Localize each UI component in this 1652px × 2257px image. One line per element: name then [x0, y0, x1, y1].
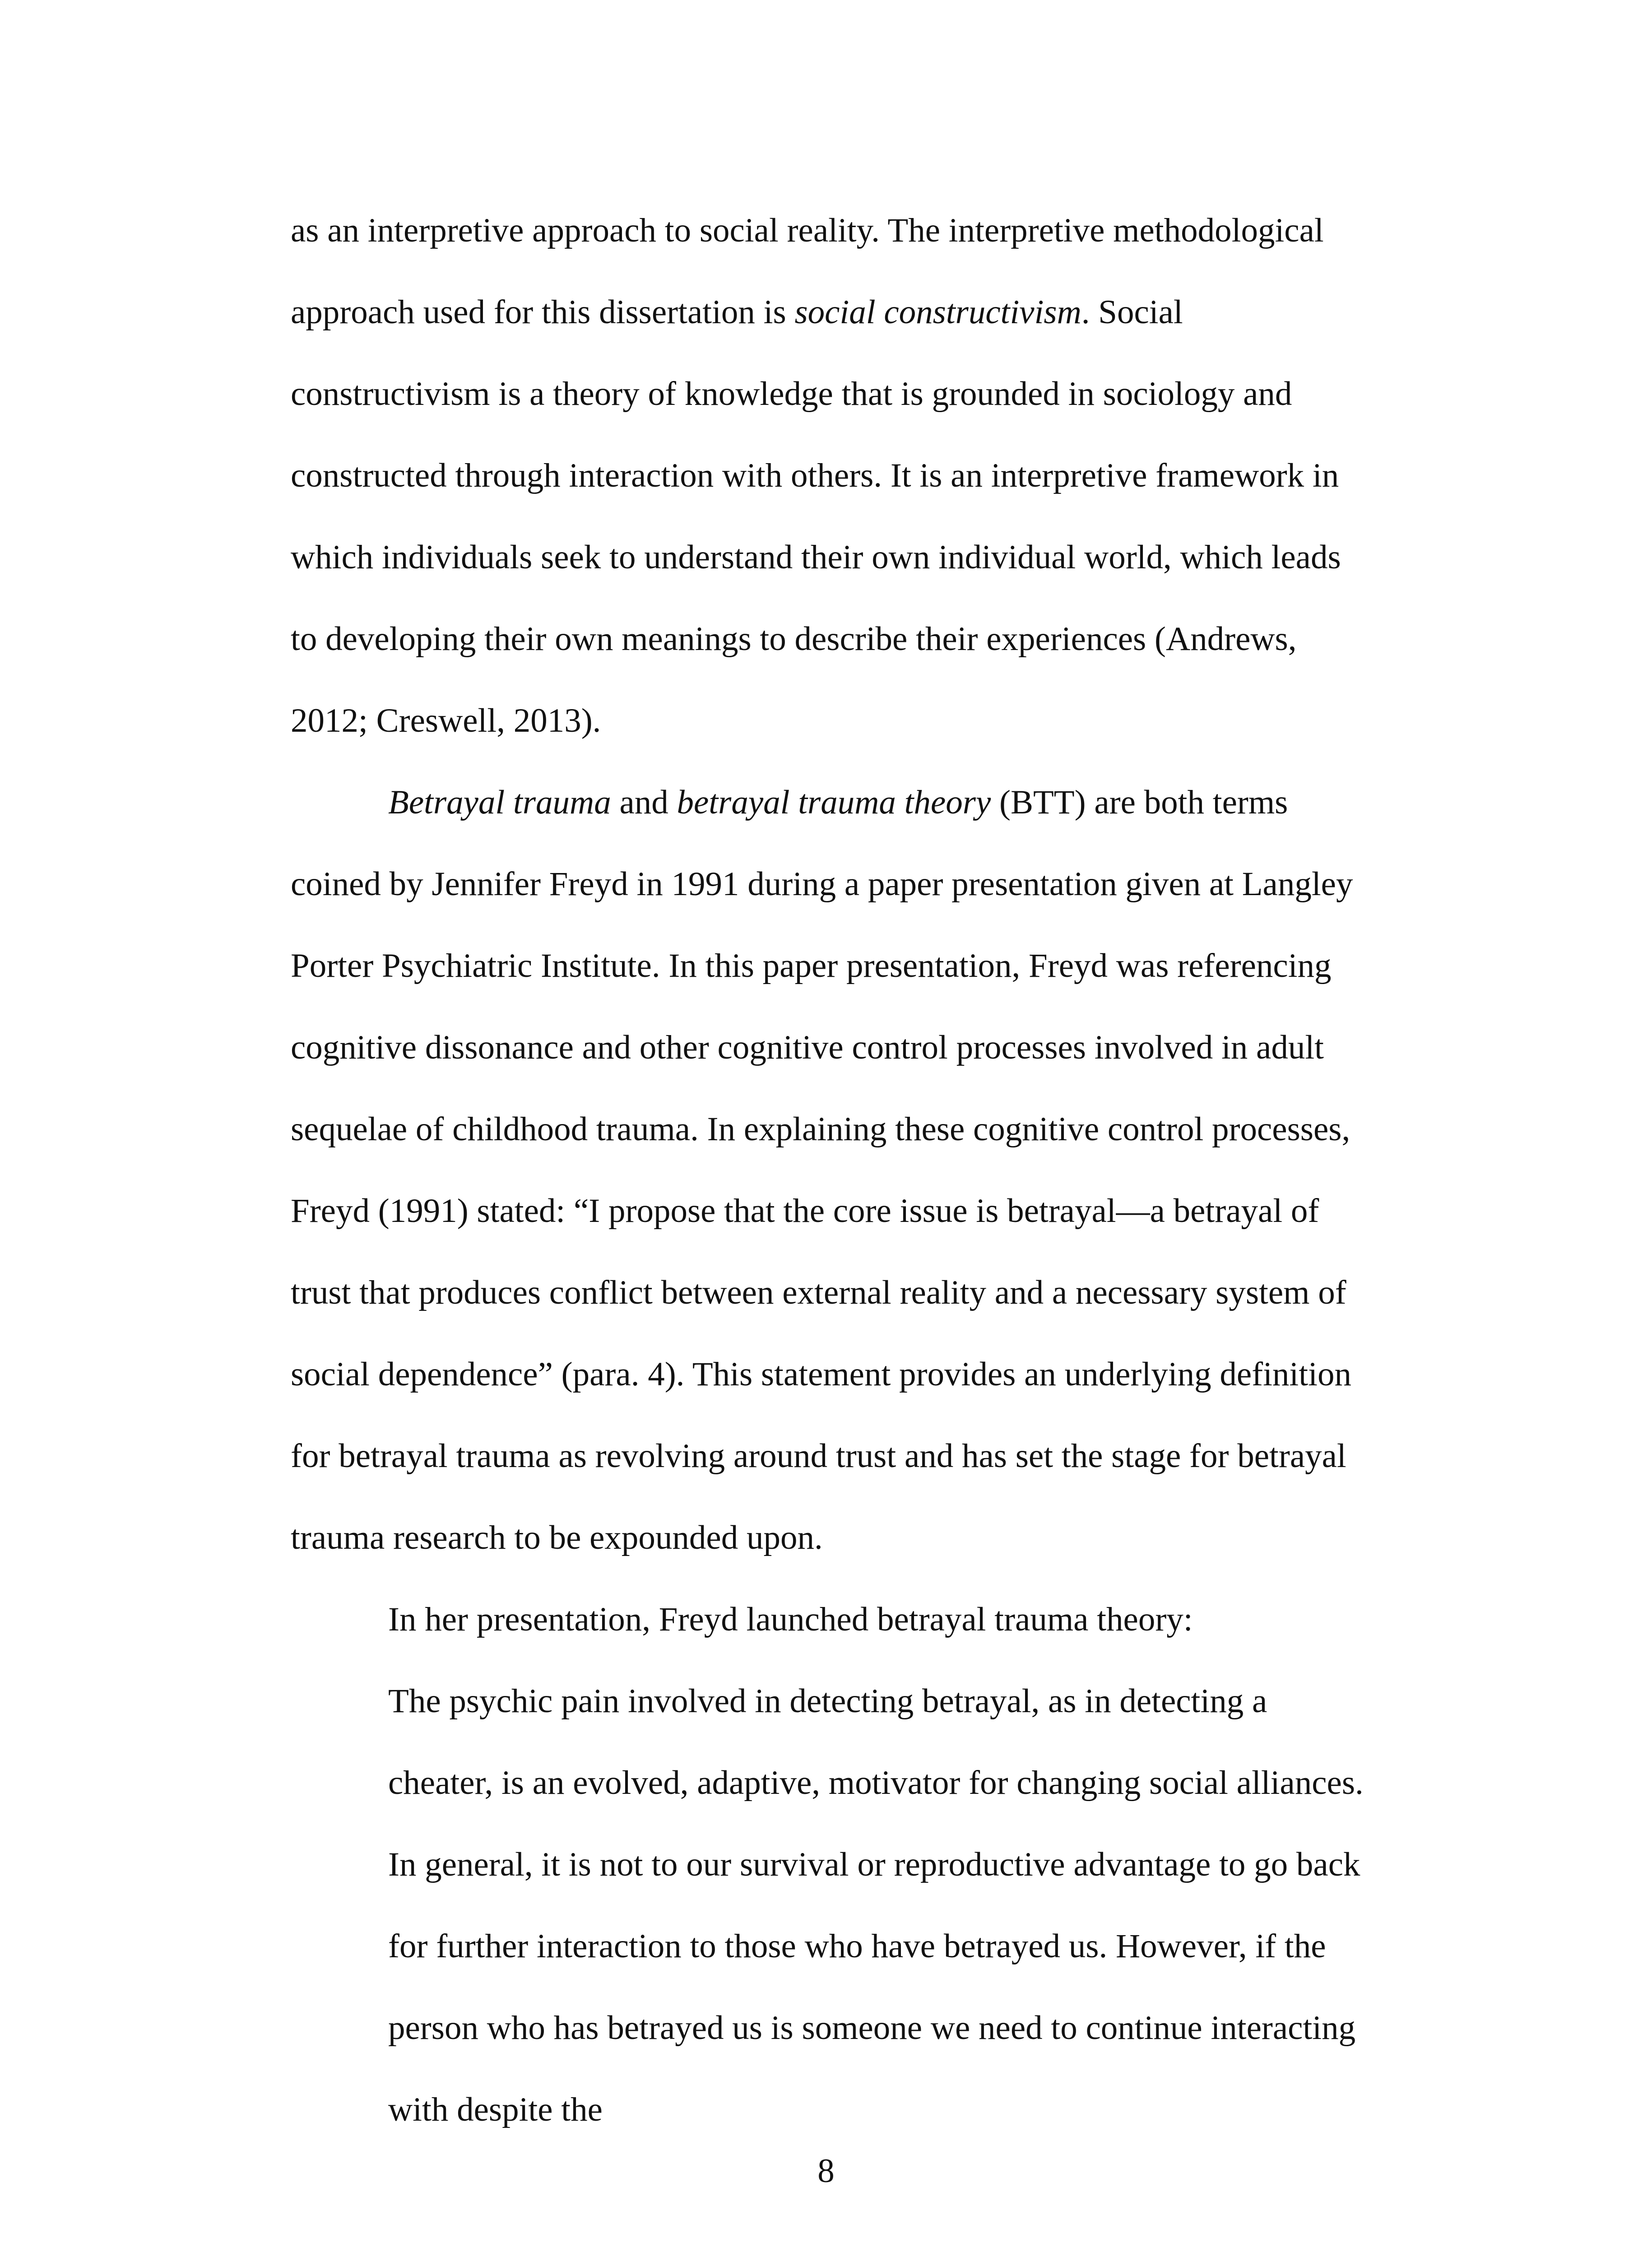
term-betrayal-trauma-theory: betrayal trauma theory [677, 784, 991, 821]
paragraph-2-text-b: (BTT) are both terms coined by Jennifer Freyd in 1991 during a paper presentation given at Langley Porter Psychiatric Institute. In this paper presentation, Freyd was referencing cognitive dissonance and other cognitive control processes involved in adult sequelae of childhood trauma. In explaining these cognitive control processes, Freyd (1991) stated: “I propose that the core issue is betrayal—a betrayal of trust that produces conflict between external reality and a necessary system of social dependence” (para. 4). This statement provides an underlying definition for betrayal trauma as revolving around trust and has set the stage for betrayal trauma research to be expounded upon. [291, 784, 1353, 1556]
paragraph-1-text-b: . Social constructivism is a theory of knowledge that is grounded in sociology and constructed through interaction with others. It is an interpretive framework in which individuals seek to understand their own individual world, which leads to developing their own meanings to describe their experiences (Andrews, 2012; Creswell, 2013). [291, 293, 1341, 739]
term-betrayal-trauma: Betrayal trauma [388, 784, 611, 821]
page-number: 8 [817, 2152, 835, 2190]
paragraph-2-text-a: and [611, 784, 677, 821]
paragraph-1-text-a: as an interpretive approach to social reality. The interpretive methodological approach used for this dissertation is [291, 212, 1324, 331]
quote-intro: In her presentation, Freyd launched betrayal trauma theory: [388, 1601, 1193, 1638]
paragraph-betrayal-trauma [291, 762, 1374, 1579]
paragraph-social-constructivism [291, 190, 1374, 762]
block-quote: The psychic pain involved in detecting betrayal, as in detecting a cheater, is an evolved, adaptive, motivator for changing social alliances. In general, it is not to our survival or reproductive advantage to go back for further interaction to those who have betrayed us. However, if the person who has betrayed us is someone we need to continue interacting with despite the [388, 1682, 1364, 2128]
body-text [291, 190, 1374, 2150]
term-social-constructivism: social constructivism [794, 293, 1081, 331]
